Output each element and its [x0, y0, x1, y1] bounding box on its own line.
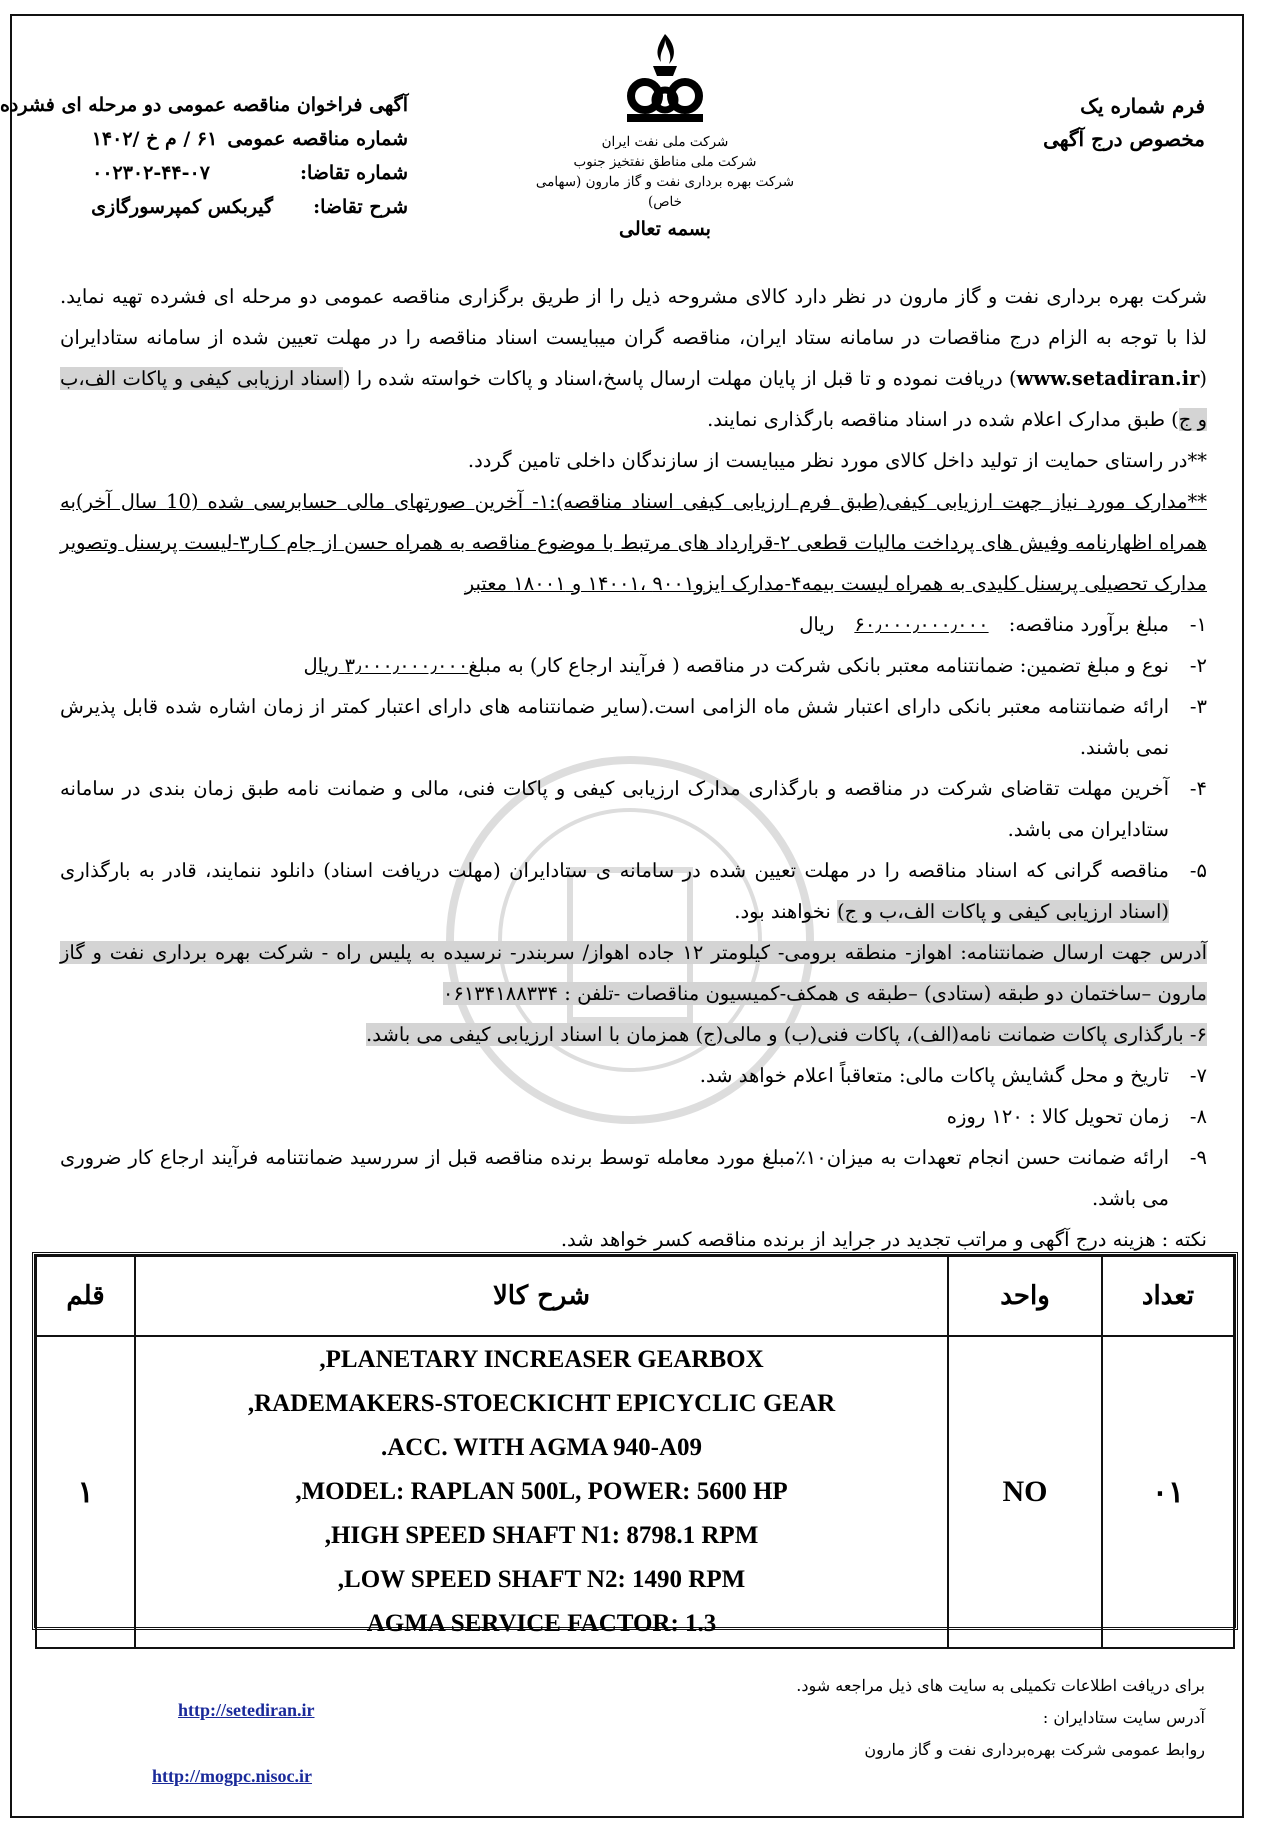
table-header-row — [36, 1256, 1234, 1336]
header-qty: تعداد — [1102, 1256, 1234, 1336]
form-number: فرم شماره یک — [1080, 94, 1205, 118]
desc-line: ,HIGH SPEED SHAFT N1: 8798.1 RPM — [324, 1522, 759, 1549]
required-docs: **مدارک مورد نیاز جهت ارزیابی کیفی(طبق فرم ارزیابی کیفی اسناد مناقصه):۱- آخرین صورتهای مالی حسابرسی شده (10 سال آخر)به همراه اظهارنامه وفیش های پرداخت مالیات قطعی ۲-قرارداد های مرتبط با موضوع مناقصه به همراه حسن از جام کـار۳-لیست پرسنل وتصویر مدارک تحصیلی پرسنل کلیدی به همراه لیست بیمه۴-مدارک ایزو۹۰۰۱ ،۱۴۰۰۱ و ۱۸۰۰۱ معتبر — [60, 490, 1208, 595]
company-line-2: شرکت ملی مناطق نفتخیز جنوب — [573, 154, 757, 170]
desc-line: ,MODEL: RAPLAN 500L, POWER: 5600 HP — [295, 1478, 788, 1505]
goods-table — [32, 1252, 1238, 1637]
list-item — [60, 1055, 1207, 1096]
item-6 — [60, 1014, 1207, 1055]
tender-label: شماره مناقصه عمومی — [227, 128, 408, 150]
item-7-text: تاریخ و محل گشایش پاکات مالی: متعاقباً اعلام خواهد شد. — [699, 1064, 1169, 1087]
request-label: شماره تقاضا: — [299, 162, 408, 184]
item-number: ۹- — [1189, 1146, 1207, 1169]
desc-line: .ACC. WITH AGMA 940-A09 — [380, 1434, 703, 1461]
desc-line: ,LOW SPEED SHAFT N2: 1490 RPM — [337, 1566, 746, 1593]
item-number: ۵- — [1189, 859, 1207, 882]
form-purpose: مخصوص درج آگهی — [1043, 127, 1205, 151]
cell-desc — [135, 1336, 948, 1648]
item-3-text: ارائه ضمانتنامه معتبر بانکی دارای اعتبار شش ماه الزامی است.(سایر ضمانتنامه های دارای اعتبار کمتر از زمان اشاره شده قابل پذیرش نمی باشند. — [60, 695, 1169, 759]
list-item — [60, 768, 1207, 850]
footer-info — [796, 1670, 1205, 1766]
item-4-text: آخرین مهلت تقاضای شرکت در مناقصه و بارگذاری مدارک ارزیابی کیفی و پاکات فنی، مالی و ضمانت نامه طبق زمان بندی در سامانه ستادایران می باشد. — [60, 777, 1169, 841]
conditions-list — [60, 604, 1207, 932]
item-number: ۱- — [1189, 613, 1207, 636]
tender-number-row — [18, 122, 408, 156]
tender-number: ۶۱ / م خ /۱۴۰۲ — [91, 128, 218, 150]
intro-text-2: ) دریافت نموده و تا قبل از پایان مهلت ارسال پاسخ،اسناد و پاکات خواسته شده را ( — [342, 367, 1017, 390]
estimate-label: مبلغ برآورد مناقصه: — [1008, 613, 1169, 636]
cost-note: نکته : هزینه درج آگهی و مراتب تجدید در جراید از برنده مناقصه کسر خواهد شد. — [560, 1228, 1207, 1251]
intro-paragraph — [60, 276, 1207, 440]
form-label — [1043, 90, 1205, 156]
cell-qty: ۰۱ — [1102, 1336, 1234, 1648]
item-number: ۲- — [1189, 654, 1207, 677]
list-item — [60, 604, 1207, 645]
item-number: ۷- — [1189, 1064, 1207, 1087]
notice-body — [60, 276, 1207, 1260]
request-number-row — [18, 156, 408, 190]
setad-label: آدرس سایت ستادایران : — [1042, 1708, 1205, 1727]
setediran-link[interactable]: http://setediran.ir — [178, 1700, 315, 1720]
conditions-list-2 — [60, 1055, 1207, 1219]
request-number: ۰۰۲۳۰۲-۴۴-۰۷ — [92, 162, 210, 184]
cell-unit: NO — [948, 1336, 1102, 1648]
support-note: **در راستای حمایت از تولید داخل کالای مورد نظر میبایست از سازندگان داخلی تامین گردد. — [467, 449, 1207, 472]
header-item: قلم — [36, 1256, 135, 1336]
table-row — [36, 1336, 1234, 1648]
intro-text-1: شرکت بهره برداری نفت و گاز مارون در نظر دارد کالای مشروحه ذیل را از طریق برگزاری مناقصه عمومی دو مرحله ای فشرده تهیه نماید. لذا با توجه به الزام درج مناقصات در سامانه ستاد ایران، مناقصه گران میبایست اسناد مناقصه را در مهلت تعیین شده از سامانه ستادایران ( — [60, 285, 1207, 390]
desc-value: گیربکس کمپرسورگازی — [91, 196, 274, 218]
cell-item: ۱ — [36, 1336, 135, 1648]
item-8-text: زمان تحویل کالا : ۱۲۰ روزه — [946, 1105, 1169, 1128]
desc-line: ,PLANETARY INCREASER GEARBOX — [319, 1346, 764, 1373]
intro-text-3: ) طبق مدارک اعلام شده در اسناد مناقصه بارگذاری نمایند. — [707, 408, 1179, 431]
address-text: آدرس جهت ارسال ضمانتنامه: اهواز- منطقه برومی- کیلومتر ۱۲ جاده اهواز/ سربندر- نرسیده به پلیس راه - شرکت بهره برداری نفت و گاز مارون –ساختمان دو طبقه (ستادی) –طبقه ی همکف-کمیسیون مناقصات -تلفن : ۰۶۱۳۴۱۸۸۳۳۴ — [60, 941, 1207, 1005]
company-logo-block — [530, 30, 800, 240]
estimate-value: ۶۰٫۰۰۰٫۰۰۰٫۰۰۰ — [854, 613, 989, 636]
item-number: ۸- — [1189, 1105, 1207, 1128]
estimate-unit: ریال — [799, 613, 835, 636]
item-6-text: ۶- بارگذاری پاکات ضمانت نامه(الف)، پاکات فنی(ب) و مالی(ج) همزمان با اسناد ارزیابی کیفی می باشد. — [366, 1023, 1207, 1046]
notice-header — [0, 88, 408, 224]
more-info-text: برای دریافت اطلاعات تکمیلی به سایت های ذیل مراجعه شود. — [796, 1676, 1205, 1695]
nioc-logo-icon — [615, 30, 715, 130]
bismillah: بسمه تعالی — [619, 218, 711, 240]
item-5-text-b: نخواهند بود. — [734, 900, 831, 923]
desc-line: AGMA SERVICE FACTOR: 1.3 — [366, 1610, 717, 1637]
list-item — [60, 686, 1207, 768]
item-5-text-a: مناقصه گرانی که اسناد مناقصه را در مهلت تعیین شده در سامانه ی ستادایران (مهلت دریافت اسناد) دانلود ننمایند، قادر به بارگذاری — [60, 859, 1169, 882]
desc-label: شرح تقاضا: — [313, 196, 408, 218]
list-item — [60, 1137, 1207, 1219]
list-item — [60, 850, 1207, 932]
item-9-text: ارائه ضمانت حسن انجام تعهدات به میزان۱۰٪مبلغ مورد معامله توسط برنده مناقصه قبل از سررسید ضمانتنامه فرآیند ارجاع کار ضروری می باشد. — [60, 1146, 1169, 1210]
guarantee-address — [60, 932, 1207, 1014]
pr-label: روابط عمومی شرکت بهره‌برداری نفت و گاز مارون — [864, 1740, 1205, 1759]
company-line-3: شرکت بهره برداری نفت و گاز مارون (سهامی خاص) — [535, 174, 795, 210]
list-item — [60, 1096, 1207, 1137]
company-line-1: شرکت ملی نفت ایران — [601, 134, 729, 150]
item-5-highlight: (اسناد ارزیابی کیفی و پاکات الف،ب و ج) — [836, 900, 1169, 923]
intro-highlight: اسناد ارزیابی کیفی و پاکات الف،ب و ج — [60, 367, 1207, 431]
header-desc: شرح کالا — [135, 1256, 948, 1336]
list-item — [60, 645, 1207, 686]
item-number: ۴- — [1189, 777, 1207, 800]
desc-line: ,RADEMAKERS-STOECKICHT EPICYCLIC GEAR — [247, 1390, 836, 1417]
mogpc-link[interactable]: http://mogpc.nisoc.ir — [152, 1766, 312, 1786]
request-desc-row — [18, 190, 408, 224]
header-unit: واحد — [948, 1256, 1102, 1336]
guarantee-text: نوع و مبلغ تضمین: ضمانتنامه معتبر بانکی شرکت در مناقصه ( فرآیند ارجاع کار) به مبلغ — [468, 654, 1169, 677]
item-number: ۳- — [1189, 695, 1207, 718]
guarantee-value: ۳٫۰۰۰٫۰۰۰٫۰۰۰ ریال — [303, 654, 469, 677]
notice-title: آگهی فراخوان مناقصه عمومی دو مرحله ای فشرده — [0, 94, 408, 116]
setadiran-site: www.setadiran.ir — [1016, 367, 1200, 390]
